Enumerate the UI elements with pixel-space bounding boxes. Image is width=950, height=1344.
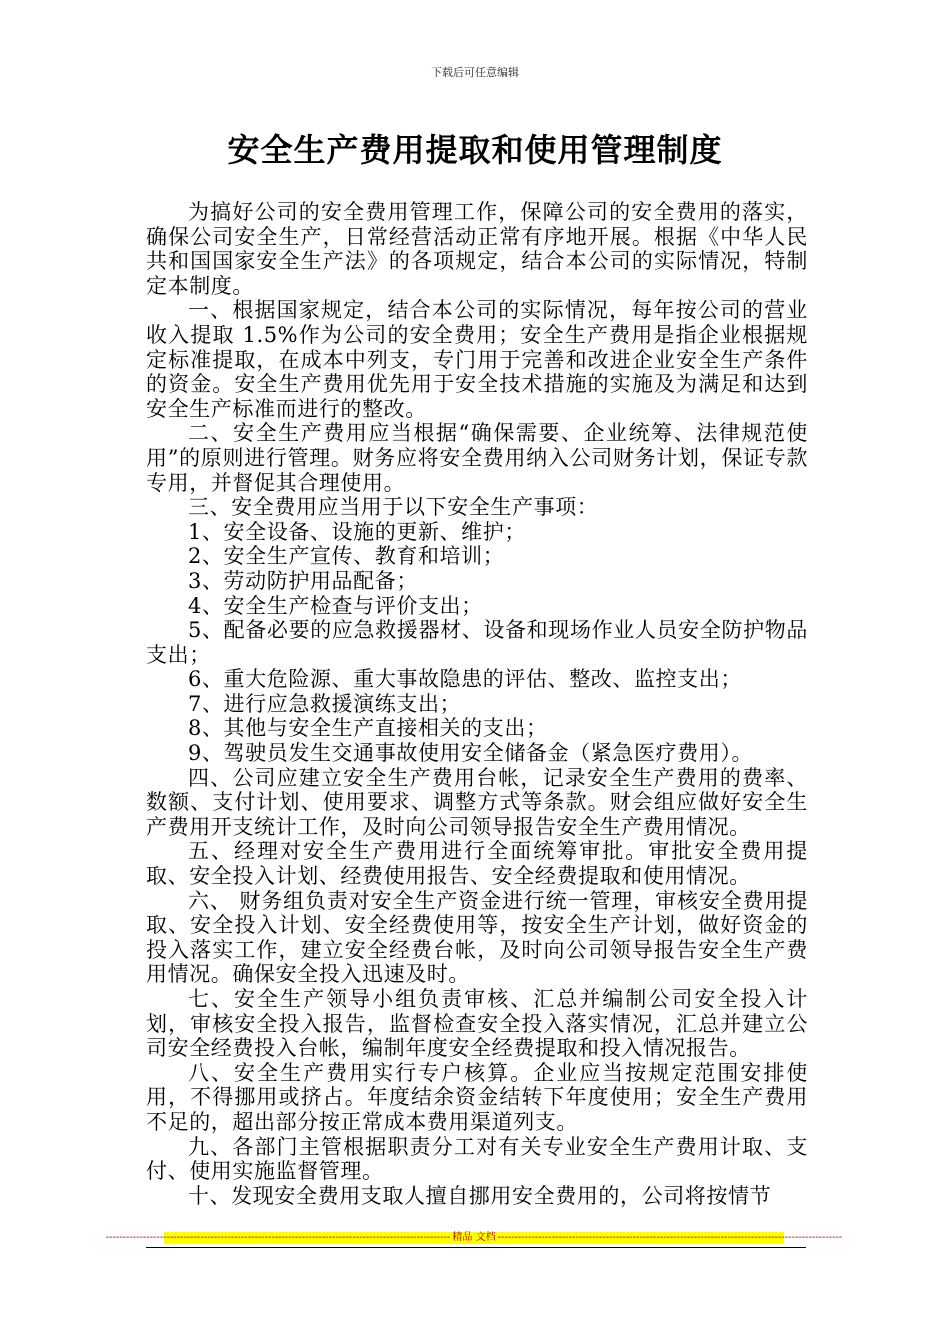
list-item-1: 1、安全设备、设施的更新、维护； bbox=[188, 519, 526, 544]
paragraph-clause-5: 五、经理对安全生产费用进行全面统筹审批。审批安全费用提取、安全投入计划、经费使用报告、安全经费提取和使用情况。 bbox=[146, 839, 808, 889]
document-title: 安全生产费用提取和使用管理制度 bbox=[227, 131, 723, 169]
list-item-3: 3、劳动防护用品配备； bbox=[188, 568, 418, 593]
footer-dashes-left: ------------------------------------------------------------------------------------------------------ bbox=[105, 1232, 451, 1243]
list-item-9: 9、驾驶员发生交通事故使用安全储备金（紧急医疗费用）。 bbox=[188, 741, 754, 766]
paragraph-clause-3: 三、安全费用应当用于以下安全生产事项： bbox=[188, 495, 599, 520]
list-item-6: 6、重大危险源、重大事故隐患的评估、整改、监控支出； bbox=[188, 667, 742, 692]
footer-label: 精品 文档 bbox=[452, 1232, 496, 1243]
list-item-7: 7、进行应急救援演练支出； bbox=[188, 691, 462, 716]
paragraph-intro: 为搞好公司的安全费用管理工作，保障公司的安全费用的落实，确保公司安全生产，日常经营活动正常有序地开展。根据《中华人民共和国国家安全生产法》的各项规定，结合本公司的实际情况，特制定本制度。 bbox=[146, 200, 808, 298]
header-note: 下载后可任意编辑 bbox=[431, 66, 519, 79]
paragraph-clause-7: 七、安全生产领导小组负责审核、汇总并编制公司安全投入计划，审核安全投入报告，监督检查安全投入落实情况，汇总并建立公司安全经费投入台帐，编制年度安全经费提取和投入情况报告。 bbox=[146, 987, 808, 1061]
footer-highlight-bar bbox=[105, 1232, 843, 1244]
list-item-5: 5、配备必要的应急救援器材、设备和现场作业人员安全防护物品支出； bbox=[146, 618, 808, 667]
list-item-8: 8、其他与安全生产直接相关的支出； bbox=[188, 716, 548, 741]
document-body bbox=[146, 200, 808, 1208]
footer-divider bbox=[146, 1247, 806, 1248]
list-item-2: 2、安全生产宣传、教育和培训； bbox=[188, 544, 505, 569]
paragraph-clause-1: 一、根据国家规定，结合本公司的实际情况，每年按公司的营业收入提取 1.5%作为公司的安全费用；安全生产费用是指企业根据规定标准提取，在成本中列支，专门用于完善和改进企业安全生产条件的资金。安全生产费用优先用于安全技术措施的实施及为满足和达到安全生产标准而进行的整改。 bbox=[146, 298, 808, 421]
paragraph-clause-8: 八、安全生产费用实行专户核算。企业应当按规定范围安排使用，不得挪用或挤占。年度结余资金结转下年度使用；安全生产费用不足的，超出部分按正常成本费用渠道列支。 bbox=[146, 1060, 808, 1134]
list-item-4: 4、安全生产检查与评价支出； bbox=[188, 593, 483, 618]
footer-dashes-right: ------------------------------------------------------------------------------------------------------ bbox=[497, 1232, 843, 1243]
paragraph-clause-4: 四、公司应建立安全生产费用台帐，记录安全生产费用的费率、数额、支付计划、使用要求、调整方式等条款。财会组应做好安全生产费用开支统计工作，及时向公司领导报告安全生产费用情况。 bbox=[146, 765, 808, 839]
paragraph-clause-10: 十、发现安全费用支取人擅自挪用安全费用的，公司将按情节 bbox=[188, 1183, 772, 1208]
paragraph-clause-2: 二、安全生产费用应当根据“确保需要、企业统筹、法律规范使用”的原则进行管理。财务应将安全费用纳入公司财务计划，保证专款专用，并督促其合理使用。 bbox=[146, 421, 808, 495]
paragraph-clause-9: 九、各部门主管根据职责分工对有关专业安全生产费用计取、支付、使用实施监督管理。 bbox=[146, 1134, 808, 1184]
paragraph-clause-6: 六、 财务组负责对安全生产资金进行统一管理，审核安全费用提取、安全投入计划、安全经费使用等，按安全生产计划，做好资金的投入落实工作，建立安全经费台帐，及时向公司领导报告安全生产费用情况。确保安全投入迅速及时。 bbox=[146, 888, 808, 987]
